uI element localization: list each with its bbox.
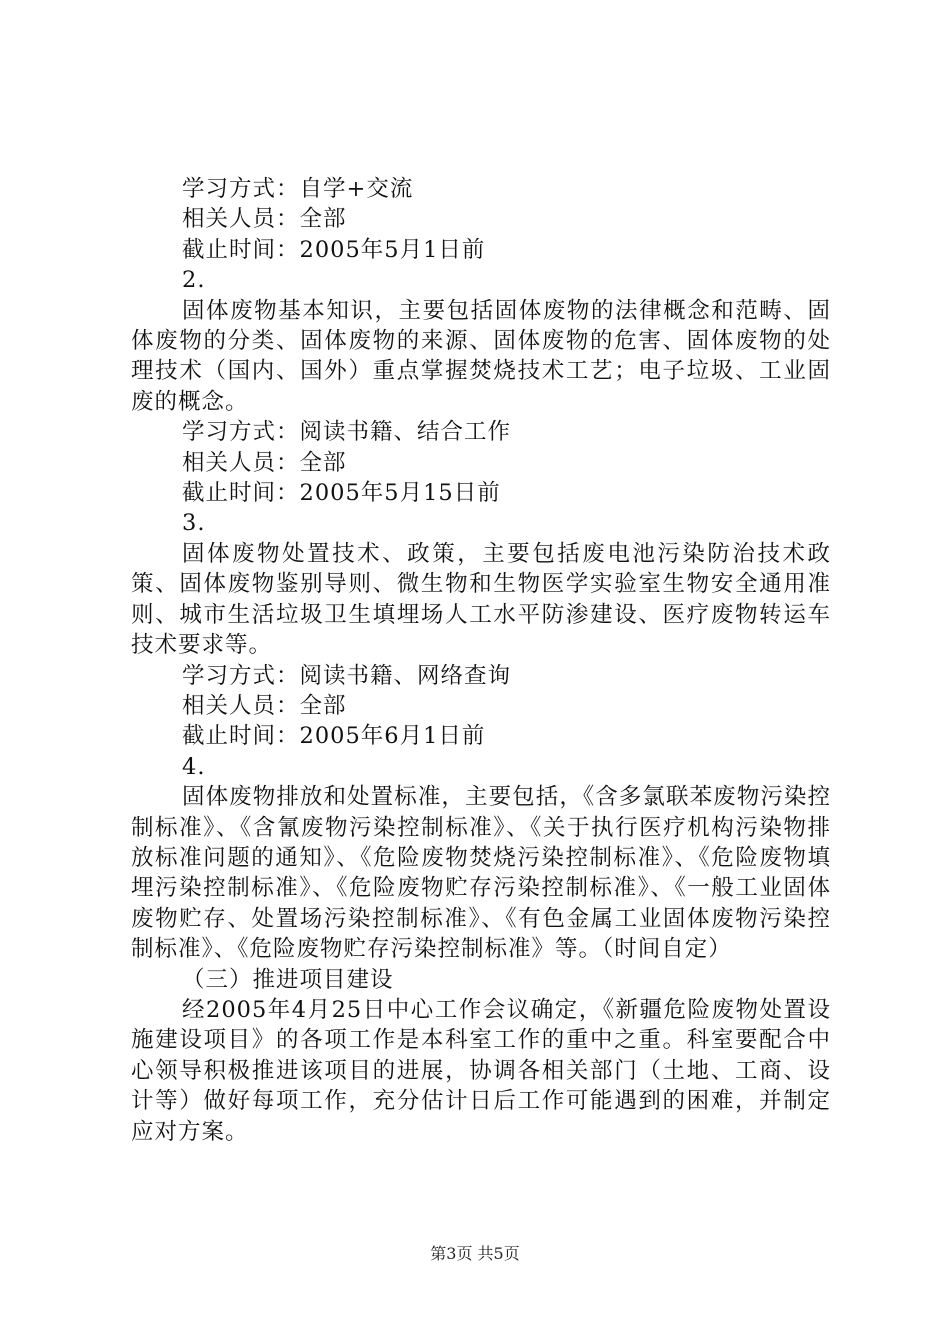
item-number-3: 3. xyxy=(182,510,206,537)
item-number-2: 2. xyxy=(182,267,206,294)
deadline-2: 截止时间：2005年5月15日前 xyxy=(182,480,501,507)
study-method-2: 学习方式：阅读书籍、结合工作 xyxy=(182,419,512,446)
item-number-4: 4. xyxy=(182,753,206,780)
personnel-2: 相关人员：全部 xyxy=(182,449,347,476)
study-method-1: 学习方式：自学+交流 xyxy=(182,176,414,202)
document-body xyxy=(131,174,831,1147)
study-method-3: 学习方式：阅读书籍、网络查询 xyxy=(182,662,512,689)
item-2-paragraph: 固体废物基本知识，主要包括固体废物的法律概念和范畴、固体废物的分类、固体废物的来源、固体废物的危害、固体废物的处理技术（国内、国外）重点掌握焚烧技术工艺；电子垃圾、工业固废的概念。 xyxy=(131,297,831,415)
item-4-paragraph: 固体废物排放和处置标准，主要包括，《含多氯联苯废物污染控制标准》、《含氰废物污染控制标准》、《关于执行医疗机构污染物排放标准问题的通知》、《危险废物焚烧污染控制标准》、《危险废物填埋污染控制标准》、《危险废物贮存污染控制标准》、《一般工业固体废物贮存、处置场污染控制标准》、《有色金属工业固体废物污染控制标准》、《危险废物贮存污染控制标准》等。（时间自定） xyxy=(131,784,831,963)
item-3-paragraph: 固体废物处置技术、政策，主要包括废电池污染防治技术政策、固体废物鉴别导则、微生物和生物医学实验室生物安全通用准则、城市生活垃圾卫生填埋场人工水平防渗建设、医疗废物转运车技术要求等。 xyxy=(131,540,831,659)
page-footer: 第3页 共5页 xyxy=(430,1244,520,1263)
deadline-3: 截止时间：2005年6月1日前 xyxy=(182,723,486,750)
section-heading: （三）推进项目建设 xyxy=(182,966,394,993)
project-paragraph: 经2005年4月25日中心工作会议确定，《新疆危险废物处置设施建设项目》的各项工作是本科室工作的重中之重。科室要配合中心领导积极推进该项目的进展，协调各相关部门（土地、工商、设计等）做好每项工作，充分估计日后工作可能遇到的困难，并制定应对方案。 xyxy=(131,996,831,1145)
personnel-1: 相关人员：全部 xyxy=(182,206,347,233)
personnel-3: 相关人员：全部 xyxy=(182,692,347,719)
deadline-1: 截止时间：2005年5月1日前 xyxy=(182,236,486,263)
